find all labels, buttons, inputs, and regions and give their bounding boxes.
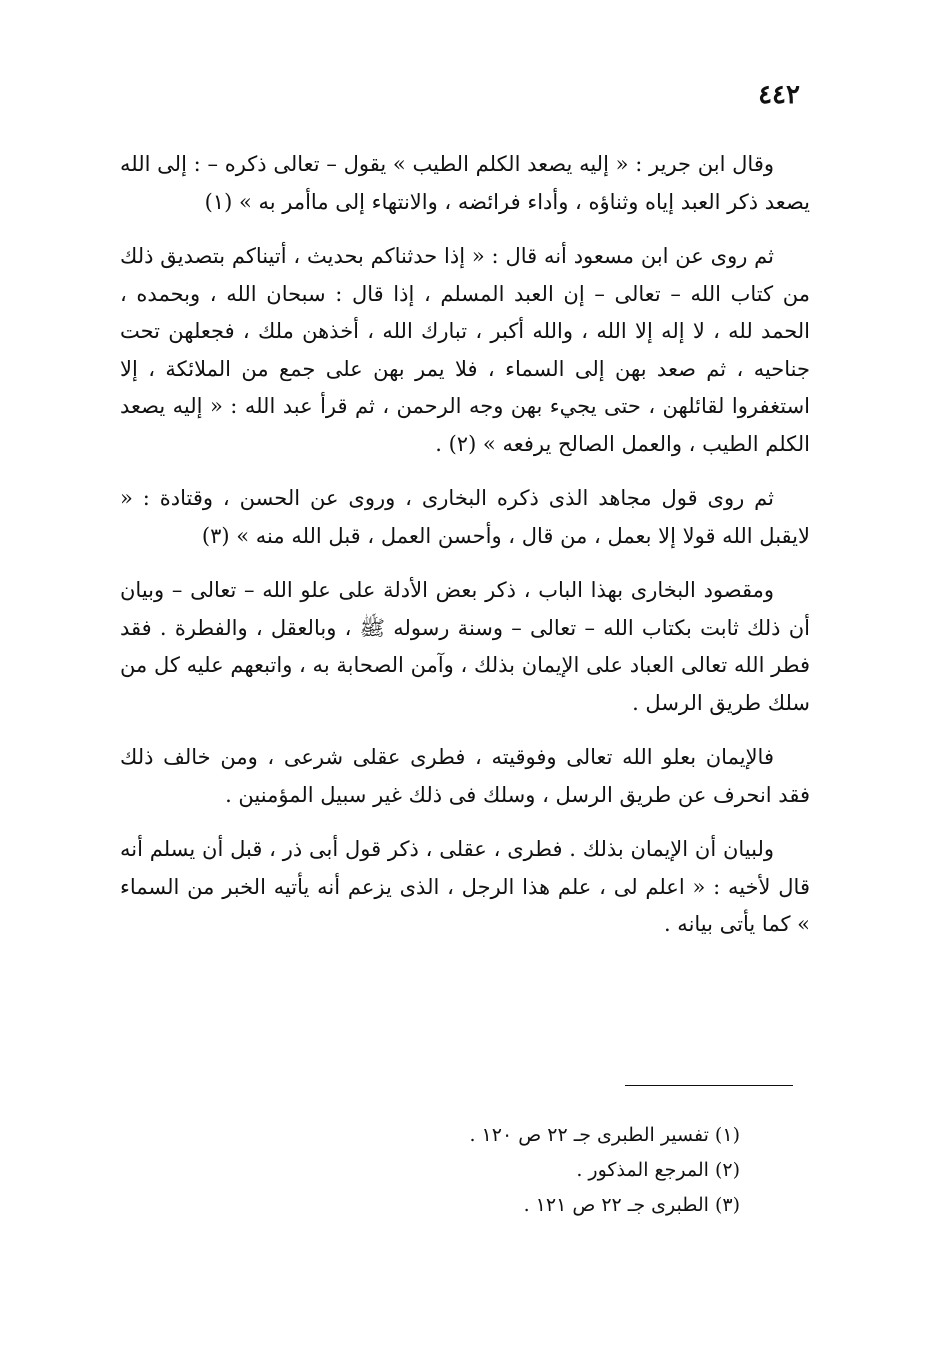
main-text [120,146,810,961]
paragraph-mujahid-hasan-qatada: ثم روى قول مجاهد الذى ذكره البخارى ، وروى عن الحسن ، وقتادة : « لايقبل الله قولا إلا بعمل ، من قال ، وأحسن العمل ، قبل الله منه » (٣) [120,486,810,548]
footnotes [380,1118,740,1223]
footnote-3: (٣) الطبرى جـ ٢٢ ص ١٢١ . [523,1194,740,1216]
footnote-separator [625,1085,793,1086]
paragraph-ibn-masud-hadith: ثم روى عن ابن مسعود أنه قال : « إذا حدثناكم بحديث ، أتيناكم بتصديق ذلك من كتاب الله – تعالى – إن العبد المسلم ، إذا قال : سبحان الله ، وبحمده ، الحمد لله ، لا إله إلا الله ، والله أكبر ، تبارك الله ، أخذهن ملك ، فجعلهن تحت جناحيه ، ثم صعد بهن إلى السماء ، فلا يمر بهن على جمع من الملائكة ، إلا استغفروا لقائلهن ، حتى يجيء بهن وجه الرحمن ، ثم قرأ عبد الله : « إليه يصعد الكلم الطيب ، والعمل الصالح يرفعه » (٢) . [120,244,810,456]
paragraph-bukhari-purpose: ومقصود البخارى بهذا الباب ، ذكر بعض الأدلة على علو الله – تعالى – وبيان أن ذلك ثابت بكتاب الله – تعالى – وسنة رسوله ﷺ ، وبالعقل ، والفطرة . فقد فطر الله تعالى العباد على الإيمان بذلك ، وآمن الصحابة به ، واتبعهم عليه كل من سلك طريق الرسل . [120,578,810,715]
footnote-1: (١) تفسير الطبرى جـ ٢٢ ص ١٢٠ . [469,1124,740,1146]
paragraph-faith-in-elevation: فالإيمان بعلو الله تعالى وفوقيته ، فطرى عقلى شرعى ، ومن خالف ذلك فقد انحرف عن طريق الرسل ، وسلك فى ذلك غير سبيل المؤمنين . [120,745,810,807]
paragraph-abu-dharr: ولبيان أن الإيمان بذلك . فطرى ، عقلى ، ذكر قول أبى ذر ، قبل أن يسلم أنه قال لأخيه : « اعلم لى ، علم هذا الرجل ، الذى يزعم أنه يأتيه الخبر من السماء » كما يأتى بيانه . [120,837,810,936]
paragraph-ibn-jarir-quote: وقال ابن جرير : « إليه يصعد الكلم الطيب » يقول – تعالى ذكره – : إلى الله يصعد ذكر العبد إياه وثناؤه ، وأداء فرائضه ، والانتهاء إلى ماأمر به » (١) [120,152,810,214]
footnote-2: (٢) المرجع المذكور . [576,1159,740,1181]
page-number: ٤٤٢ [758,80,800,110]
